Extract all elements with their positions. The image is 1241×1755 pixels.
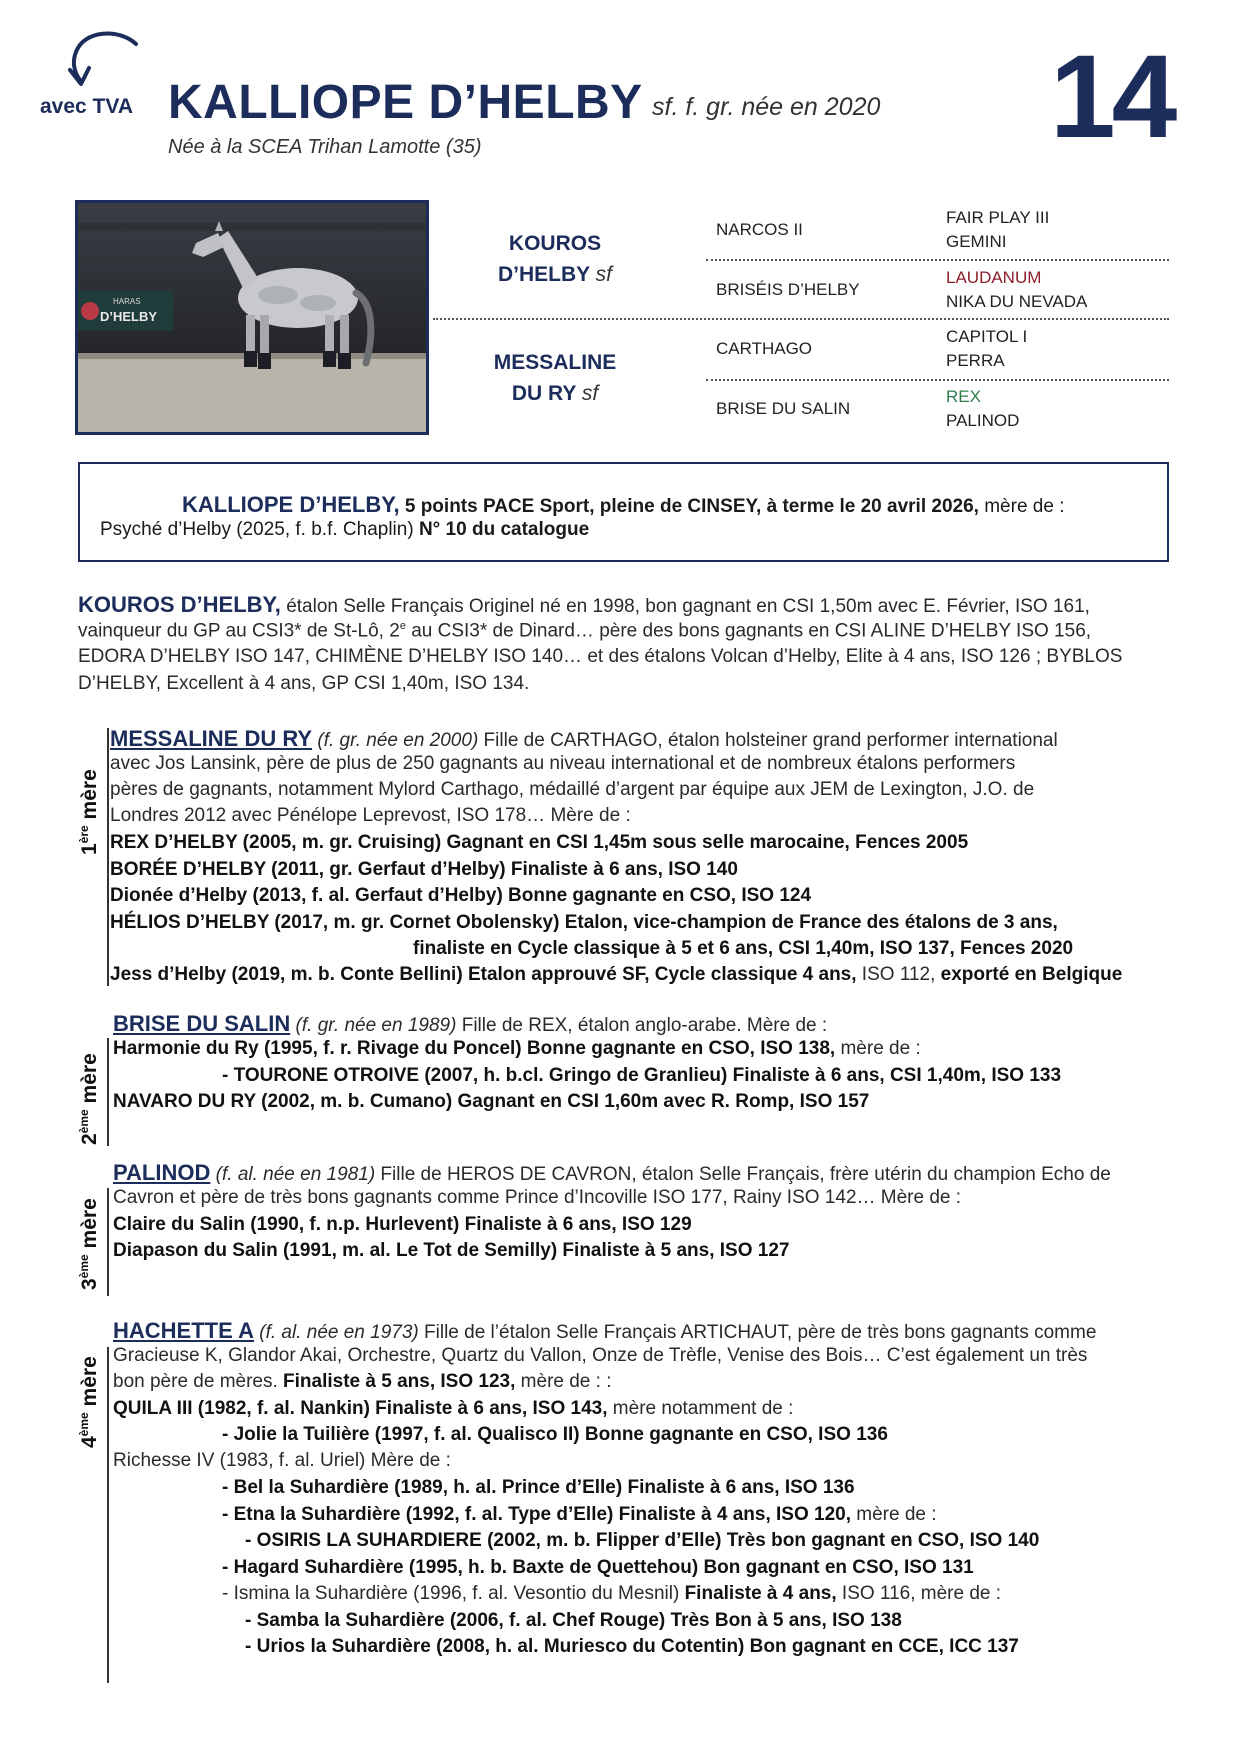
section-bar-dam1: [107, 728, 109, 986]
sire-para-line: vainqueur du GP au CSI3* de St-Lô, 2e au CSI3* de Dinard… père des bons gagnants en CSI ALINE D’HELBY ISO 156,: [78, 620, 1092, 642]
breeder-line: Née à la SCEA Trihan Lamotte (35): [168, 136, 482, 158]
great-grandparent: CAPITOL I PERRA: [946, 327, 1028, 370]
dam1-offspring: REX D’HELBY (2005, m. gr. Cruising) Gagnant en CSI 1,45m sous selle marocaine, Fences 2005: [110, 832, 969, 853]
section-label-dam1: 1ère mère: [77, 769, 101, 855]
dam4-offspring: - Samba la Suhardière (2006, f. al. Chef Rouge) Très Bon à 5 ans, ISO 138: [245, 1610, 902, 1631]
dam1-line: avec Jos Lansink, père de plus de 250 gagnants au niveau international et de nombreux étalons performers: [110, 753, 1016, 774]
sire-para-line: KOUROS D’HELBY, étalon Selle Français Originel né en 1998, bon gagnant en CSI 1,50m avec E. Février, ISO 161,: [78, 592, 1090, 617]
dam1-offspring: HÉLIOS D’HELBY (2017, m. gr. Cornet Obolensky) Etalon, vice-champion de France des étalons de 3 ans,: [110, 912, 1058, 933]
great-grandparent: LAUDANUM NIKA DU NEVADA: [946, 268, 1088, 311]
sire-para-line: D’HELBY, Excellent à 4 ans, GP CSI 1,40m, ISO 134.: [78, 673, 530, 694]
dam2-offspring: NAVARO DU RY (2002, m. b. Cumano) Gagnant en CSI 1,60m avec R. Romp, ISO 157: [113, 1091, 870, 1112]
dam4-offspring: - Ismina la Suhardière (1996, f. al. Vesontio du Mesnil) Finaliste à 4 ans, ISO 116, mère de :: [222, 1583, 1002, 1604]
dam1-line: pères de gagnants, notamment Mylord Carthago, médaillé d’argent par équipe aux JEM de Lexington, J.O. de: [110, 779, 1035, 800]
great-grandparent: FAIR PLAY III GEMINI: [946, 208, 1050, 251]
horse-photo-illustration: [78, 203, 426, 432]
grandsire-maternal: CARTHAGO: [716, 339, 813, 358]
dam2-line: BRISE DU SALIN (f. gr. née en 1989) Fille de REX, étalon anglo-arabe. Mère de :: [113, 1011, 828, 1036]
dam4-line: bon père de mères. Finaliste à 5 ans, ISO 123, mère de : :: [113, 1371, 612, 1392]
dam3-line: Cavron et père de très bons gagnants comme Prince d’Incoville ISO 177, Rainy ISO 142… Mère de :: [113, 1187, 962, 1208]
section-label-dam2: 2ème mère: [77, 1053, 101, 1145]
section-bar-dam2: [107, 1038, 109, 1146]
dam3-line: PALINOD (f. al. née en 1981) Fille de HEROS DE CAVRON, étalon Selle Français, frère utérin du champion Echo de: [113, 1160, 1111, 1185]
dam3-offspring: Claire du Salin (1990, f. n.p. Hurlevent) Finaliste à 6 ans, ISO 129: [113, 1214, 692, 1235]
pedigree-divider-main: [433, 318, 1169, 320]
tva-label: avec TVA: [40, 95, 133, 118]
dam1-line: Londres 2012 avec Pénélope Leprevost, ISO 178… Mère de :: [110, 805, 631, 826]
lot-number: 14: [1050, 31, 1174, 163]
pedigree-divider-lower: [706, 379, 1169, 381]
granddam-paternal: BRISÉIS D’HELBY: [716, 280, 860, 299]
info-box: [78, 462, 1169, 562]
horse-description: sf. f. gr. née en 2020: [652, 93, 881, 121]
dam2-offspring: - TOURONE OTROIVE (2007, h. b.cl. Gringo de Granlieu) Finaliste à 6 ans, CSI 1,40m, ISO 133: [222, 1065, 1062, 1086]
dam4-offspring: - OSIRIS LA SUHARDIERE (2002, m. b. Flipper d’Elle) Très bon gagnant en CSO, ISO 140: [245, 1530, 1040, 1551]
section-label-dam4: 4ème mère: [77, 1356, 101, 1448]
dam3-offspring: Diapason du Salin (1991, m. al. Le Tot de Semilly) Finaliste à 5 ans, ISO 127: [113, 1240, 790, 1261]
dam4-offspring: - Jolie la Tuilière (1997, f. al. Qualisco II) Bonne gagnante en CSO, ISO 136: [222, 1424, 888, 1445]
dam4-line: HACHETTE A (f. al. née en 1973) Fille de l’étalon Selle Français ARTICHAUT, père de très bons gagnants comme: [113, 1318, 1097, 1343]
great-grandparent: REX PALINOD: [946, 387, 1020, 430]
dam4-line: Gracieuse K, Glandor Akai, Orchestre, Quartz du Vallon, Onze de Trèfle, Venise des Bois… C’est également un très: [113, 1345, 1088, 1366]
sire-para-line: EDORA D’HELBY ISO 147, CHIMÈNE D’HELBY ISO 140… et des étalons Volcan d’Helby, Elite à 4 ans, ISO 126 ; BYBLOS: [78, 646, 1123, 667]
pedigree-divider-upper: [706, 259, 1169, 261]
grandsire-paternal: NARCOS II: [716, 220, 803, 239]
dam-name: MESSALINE DU RY sf: [493, 351, 617, 405]
sire-name: KOUROS D’HELBY sf: [498, 232, 612, 286]
dam4-offspring: - Etna la Suhardière (1992, f. al. Type d’Elle) Finaliste à 4 ans, ISO 120, mère de :: [222, 1504, 937, 1525]
dam1-offspring: finaliste en Cycle classique à 5 et 6 ans, CSI 1,40m, ISO 137, Fences 2020: [413, 938, 1074, 959]
section-label-dam3: 3ème mère: [77, 1198, 101, 1290]
curved-arrow-icon: [64, 30, 144, 90]
dam1-offspring: Jess d’Helby (2019, m. b. Conte Bellini) Etalon approuvé SF, Cycle classique 4 ans, ISO 112, exporté en Belgique: [110, 964, 1123, 985]
banner-top-text: HARAS: [113, 297, 141, 306]
dam4-offspring: Richesse IV (1983, f. al. Uriel) Mère de :: [113, 1450, 451, 1471]
horse-name-title: KALLIOPE D’HELBY: [168, 76, 643, 129]
info-box-line1: KALLIOPE D’HELBY, 5 points PACE Sport, pleine de CINSEY, à terme le 20 avril 2026, mère de :: [182, 492, 1065, 517]
dam4-offspring: - Hagard Suhardière (1995, h. b. Baxte de Quettehou) Bon gagnant en CSO, ISO 131: [222, 1557, 974, 1578]
dam4-offspring: - Urios la Suhardière (2008, h. al. Muriesco du Cotentin) Bon gagnant en CCE, ICC 137: [245, 1636, 1019, 1657]
granddam-maternal: BRISE DU SALIN: [716, 399, 851, 418]
section-bar-dam4: [107, 1347, 109, 1683]
dam1-offspring: Dionée d’Helby (2013, f. al. Gerfaut d’Helby) Bonne gagnante en CSO, ISO 124: [110, 885, 812, 906]
dam2-offspring: Harmonie du Ry (1995, f. r. Rivage du Poncel) Bonne gagnante en CSO, ISO 138, mère de :: [113, 1038, 921, 1059]
banner-main-text: D’HELBY: [100, 309, 158, 324]
dam4-offspring: QUILA III (1982, f. al. Nankin) Finaliste à 6 ans, ISO 143, mère notamment de :: [113, 1398, 794, 1419]
dam1-offspring: BORÉE D’HELBY (2011, gr. Gerfaut d’Helby) Finaliste à 6 ans, ISO 140: [110, 859, 738, 880]
dam1-line: MESSALINE DU RY (f. gr. née en 2000) Fille de CARTHAGO, étalon holsteiner grand performer international: [110, 726, 1058, 751]
info-box-line2: Psyché d’Helby (2025, f. b.f. Chaplin) N° 10 du catalogue: [100, 519, 590, 540]
horse-photo: [75, 200, 429, 435]
section-bar-dam3: [107, 1188, 109, 1296]
dam4-offspring: - Bel la Suhardière (1989, h. al. Prince d’Elle) Finaliste à 6 ans, ISO 136: [222, 1477, 855, 1498]
